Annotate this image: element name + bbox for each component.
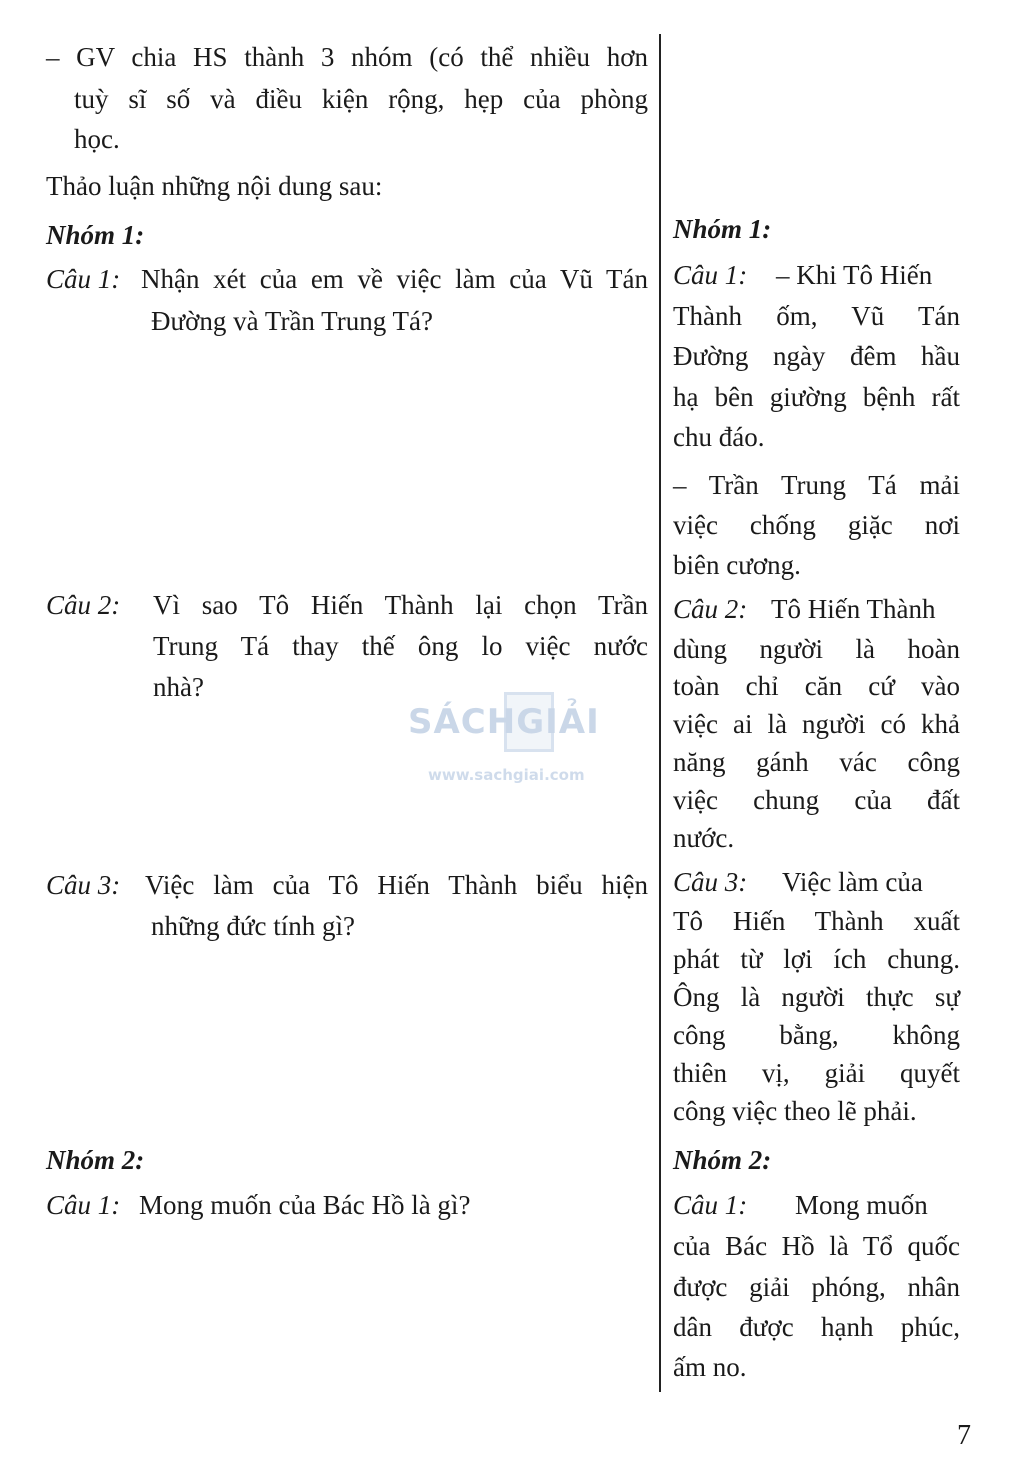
- answer-text: toàn chỉ căn cứ vào: [673, 671, 960, 701]
- answer-text: dân được hạnh phúc,: [673, 1312, 960, 1342]
- question-label: Câu 1:: [46, 1190, 121, 1220]
- answer-text: công việc theo lẽ phải.: [673, 1096, 917, 1126]
- answer-text: Mong muốn: [795, 1190, 928, 1220]
- column-divider: [659, 34, 661, 1392]
- watermark-logo: [408, 690, 618, 790]
- question-text: Việc làm của Tô Hiến Thành biểu hiện: [145, 870, 648, 900]
- question-text: Vì sao Tô Hiến Thành lại chọn Trần: [153, 590, 648, 620]
- answer-text: ấm no.: [673, 1352, 747, 1382]
- answer-text: hạ bên giường bệnh rất: [673, 382, 960, 412]
- answer-text: việc ai là người có khả: [673, 709, 960, 739]
- answer-text: Thành ốm, Vũ Tán: [673, 301, 960, 331]
- discussion-heading: Thảo luận những nội dung sau:: [46, 171, 383, 201]
- answer-text: Đường ngày đêm hầu: [673, 341, 960, 371]
- intro-line: tuỳ sĩ số và điều kiện rộng, hẹp của phòng: [74, 84, 648, 114]
- group-heading: Nhóm 2:: [46, 1145, 145, 1175]
- answer-label: Câu 3:: [673, 867, 748, 897]
- answer-text: Ông là người thực sự: [673, 982, 960, 1012]
- question-text: Mong muốn của Bác Hồ là gì?: [139, 1190, 471, 1220]
- question-text: nhà?: [153, 672, 204, 702]
- answer-text: việc chống giặc nơi: [673, 510, 960, 540]
- answer-text: – Trần Trung Tá mải: [673, 470, 960, 500]
- answer-text: Tô Hiến Thành xuất: [673, 906, 960, 936]
- question-text: Đường và Trần Trung Tá?: [151, 306, 433, 336]
- page-number: 7: [957, 1420, 971, 1451]
- question-text: Nhận xét của em về việc làm của Vũ Tán: [141, 264, 648, 294]
- answer-text: thiên vị, giải quyết: [673, 1058, 960, 1088]
- answer-label: Câu 2:: [673, 594, 748, 624]
- question-label: Câu 3:: [46, 870, 121, 900]
- answer-text: năng gánh vác công: [673, 747, 960, 777]
- answer-text: của Bác Hồ là Tổ quốc: [673, 1231, 960, 1261]
- answer-text: – Khi Tô Hiến: [776, 260, 933, 290]
- answer-text: việc chung của đất: [673, 785, 960, 815]
- watermark-url: www.sachgiai.com: [428, 766, 585, 784]
- answer-text: chu đáo.: [673, 422, 765, 452]
- answer-label: Câu 1:: [673, 1190, 748, 1220]
- group-heading: Nhóm 2:: [673, 1145, 772, 1175]
- answer-text: dùng người là hoàn: [673, 634, 960, 664]
- answer-text: công bằng, không: [673, 1020, 960, 1050]
- intro-line: học.: [74, 124, 120, 154]
- question-label: Câu 1:: [46, 264, 121, 294]
- answer-text: được giải phóng, nhân: [673, 1272, 960, 1302]
- answer-text: Việc làm của: [782, 867, 923, 897]
- group-heading: Nhóm 1:: [673, 214, 772, 244]
- answer-text: biên cương.: [673, 550, 801, 580]
- answer-text: nước.: [673, 823, 735, 853]
- question-label: Câu 2:: [46, 590, 121, 620]
- answer-label: Câu 1:: [673, 260, 748, 290]
- question-text: những đức tính gì?: [151, 911, 355, 941]
- intro-line: – GV chia HS thành 3 nhóm (có thể nhiều hơn: [46, 42, 648, 72]
- answer-text: Tô Hiến Thành: [771, 594, 936, 624]
- group-heading: Nhóm 1:: [46, 220, 145, 250]
- question-text: Trung Tá thay thế ông lo việc nước: [153, 631, 648, 661]
- answer-text: phát từ lợi ích chung.: [673, 944, 960, 974]
- watermark-brand: SÁCHGIẢI: [408, 702, 600, 742]
